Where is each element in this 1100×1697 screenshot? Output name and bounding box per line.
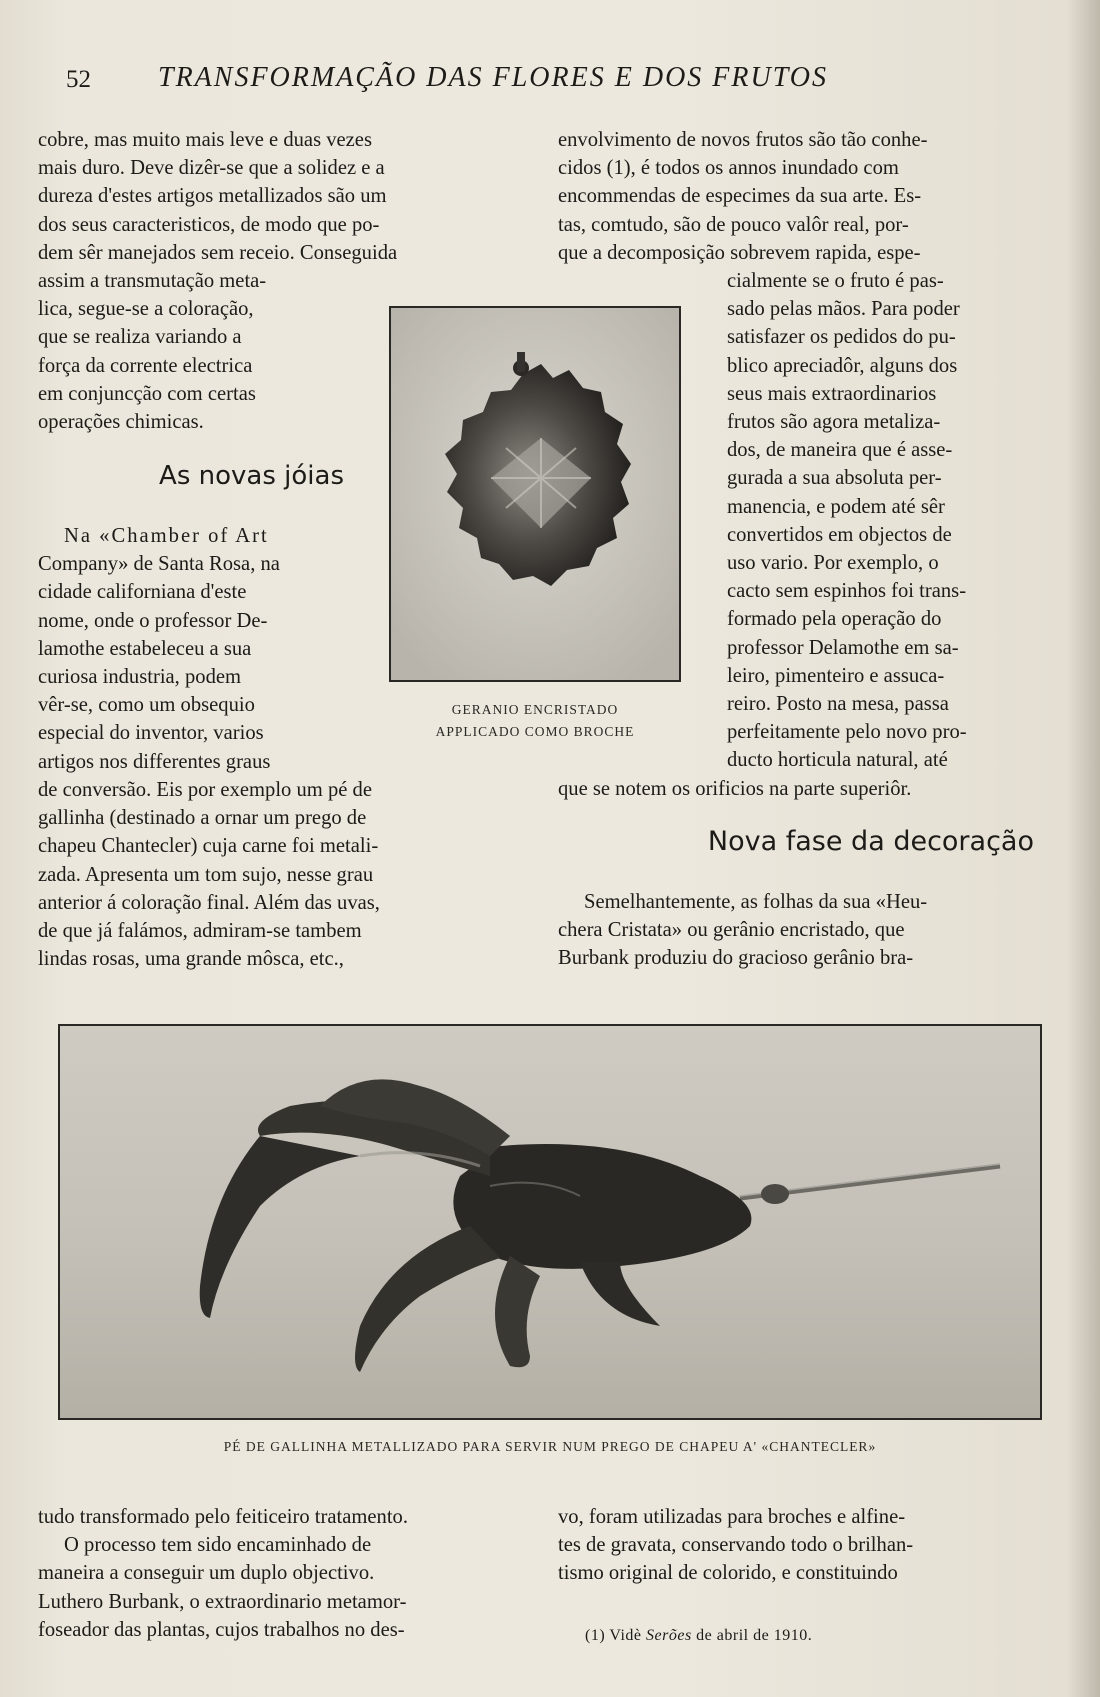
running-header — [60, 62, 1040, 102]
chicken-foot-photo — [58, 1024, 1042, 1420]
page-number: 52 — [66, 66, 91, 93]
text-line: satisfazer os pedidos do pu- — [727, 326, 956, 349]
text-line: de conversão. Eis por exemplo um pé de — [38, 779, 372, 801]
text-line: dureza d'estes artigos metallizados são um — [38, 185, 387, 208]
right-column-narrow — [727, 267, 1034, 775]
running-title: TRANSFORMAÇÃO DAS FLORES E DOS FRUTOS — [158, 62, 828, 93]
text-line: chapeu Chantecler) cuja carne foi metali- — [38, 835, 379, 858]
left-column-narrow-top — [38, 267, 344, 436]
text-line: O processo tem sido encaminhado de — [64, 1534, 372, 1557]
text-line: nome, onde o professor De- — [38, 609, 268, 632]
text-line: reiro. Posto na mesa, passa — [727, 693, 949, 716]
text-line: dos seus caracteristicos, de modo que po- — [38, 213, 380, 236]
text-line: anterior á coloração final. Além das uvas, — [38, 891, 380, 914]
text-line: sado pelas mãos. Para poder — [727, 298, 960, 321]
text-line: que se realiza variando a — [38, 326, 242, 349]
text-line: cacto sem espinhos foi trans- — [727, 580, 967, 603]
text-line: dem sêr manejados sem receio. Conseguida — [38, 241, 398, 264]
left-heading-wrap — [38, 462, 344, 490]
text-line: professor Delamothe em sa- — [727, 636, 959, 659]
text-line: gallinha (destinado a ornar um prego de — [38, 807, 367, 830]
text-line: tas, comtudo, são de pouco valôr real, por- — [558, 213, 909, 236]
right-column-bottom — [558, 1503, 1034, 1588]
text-line: formado pela operação do — [727, 608, 942, 631]
text-line: seus mais extraordinarios — [727, 382, 937, 405]
text-line: assim a transmutação meta- — [38, 270, 267, 292]
footnote — [585, 1627, 812, 1645]
text-line: gurada a sua absoluta per- — [727, 467, 942, 490]
right-column-after — [558, 775, 1034, 803]
text-line: cialmente se o fruto é pas- — [727, 270, 944, 292]
caption-line: GERANIO ENCRISTADO — [451, 702, 619, 717]
text-line: frutos são agora metaliza- — [727, 411, 941, 434]
text-line: que a decomposição sobrevem rapida, espe- — [558, 241, 921, 264]
right-heading-wrap — [558, 828, 1034, 856]
caption-line: APPLICADO COMO BROCHE — [435, 724, 635, 739]
footnote-text: de abril de 1910. — [696, 1627, 813, 1644]
text-line: lindas rosas, uma grande môsca, etc., — [38, 948, 344, 971]
left-column-mid-full — [38, 776, 513, 973]
text-line: força da corrente electrica — [38, 354, 253, 377]
text-line: lica, segue-se a coloração, — [38, 298, 254, 321]
text-line: Na «Chamber of Art — [64, 525, 269, 547]
text-line: vo, foram utilizadas para broches e alfine- — [558, 1506, 906, 1528]
text-line: Company» de Santa Rosa, na — [38, 553, 280, 576]
left-column-bottom — [38, 1503, 513, 1644]
text-line: blico apreciadôr, alguns dos — [727, 354, 958, 377]
text-line: tismo original de colorido, e constituindo — [558, 1562, 898, 1585]
text-line: zada. Apresenta um tom sujo, nesse grau — [38, 863, 374, 886]
text-line: tudo transformado pelo feiticeiro tratamento. — [38, 1506, 408, 1528]
footnote-italic: Serões — [646, 1627, 692, 1644]
chicken-foot-caption: PÉ DE GALLINHA METALLIZADO PARA SERVIR NUM PREGO DE CHAPEU A' «CHANTECLER» — [223, 1439, 877, 1454]
geranium-caption — [389, 699, 681, 743]
text-line: tes de gravata, conservando todo o brilhan- — [558, 1534, 914, 1557]
text-line: operações chimicas. — [38, 411, 204, 434]
right-column-after-heading — [558, 888, 1034, 973]
text-line: envolvimento de novos frutos são tão conhe- — [558, 129, 928, 151]
text-line: leiro, pimenteiro e assuca- — [727, 664, 945, 687]
text-line: em conjuncção com certas — [38, 382, 256, 405]
text-line: maneira a conseguir um duplo objectivo. — [38, 1562, 375, 1585]
text-line: cidade californiana d'este — [38, 581, 247, 604]
text-line: foseador das plantas, cujos trabalhos no des- — [38, 1618, 405, 1641]
text-line: de que já falámos, admiram-se tambem — [38, 920, 362, 943]
text-line: encommendas de especimes da sua arte. Es- — [558, 185, 922, 208]
text-line: especial do inventor, varios — [38, 722, 264, 745]
text-line: Luthero Burbank, o extraordinario metamor- — [38, 1590, 407, 1613]
footnote-text: Vidè — [609, 1627, 642, 1644]
text-line: manencia, e podem até sêr — [727, 495, 945, 518]
text-line: perfeitamente pelo novo pro- — [727, 721, 967, 744]
text-line: uso vario. Por exemplo, o — [727, 552, 939, 575]
text-line: vêr-se, como um obsequio — [38, 694, 255, 717]
geranium-brooch-photo — [389, 306, 681, 682]
right-column-top — [558, 126, 1034, 267]
text-line: cobre, mas muito mais leve e duas vezes — [38, 129, 372, 151]
chicken-foot-illustration — [60, 1026, 1040, 1418]
text-line: dos, de maneira que é asse- — [727, 439, 953, 462]
footnote-marker: (1) — [585, 1627, 606, 1644]
geranium-brooch-illustration — [391, 308, 679, 680]
section-heading-novas-joias: As novas jóias — [159, 461, 344, 491]
text-line: Semelhantemente, as folhas da sua «Heu- — [584, 891, 928, 913]
left-column-narrow-mid — [38, 522, 344, 776]
text-line: artigos nos differentes graus — [38, 750, 271, 773]
text-line: cidos (1), é todos os annos inundado com — [558, 157, 899, 180]
left-column-top — [38, 126, 513, 267]
text-line: que se notem os orificios na parte superiôr. — [558, 778, 912, 800]
text-line: mais duro. Deve dizêr-se que a solidez e a — [38, 157, 385, 180]
text-line: lamothe estabeleceu a sua — [38, 637, 252, 660]
text-line: convertidos em objectos de — [727, 523, 952, 546]
section-heading-nova-fase: Nova fase da decoração — [707, 826, 1034, 857]
text-line: Burbank produziu do gracioso gerânio bra- — [558, 947, 914, 970]
text-line: ducto horticula natural, até — [727, 749, 948, 772]
text-line: chera Cristata» ou gerânio encristado, que — [558, 919, 905, 942]
text-line: curiosa industria, podem — [38, 666, 242, 689]
